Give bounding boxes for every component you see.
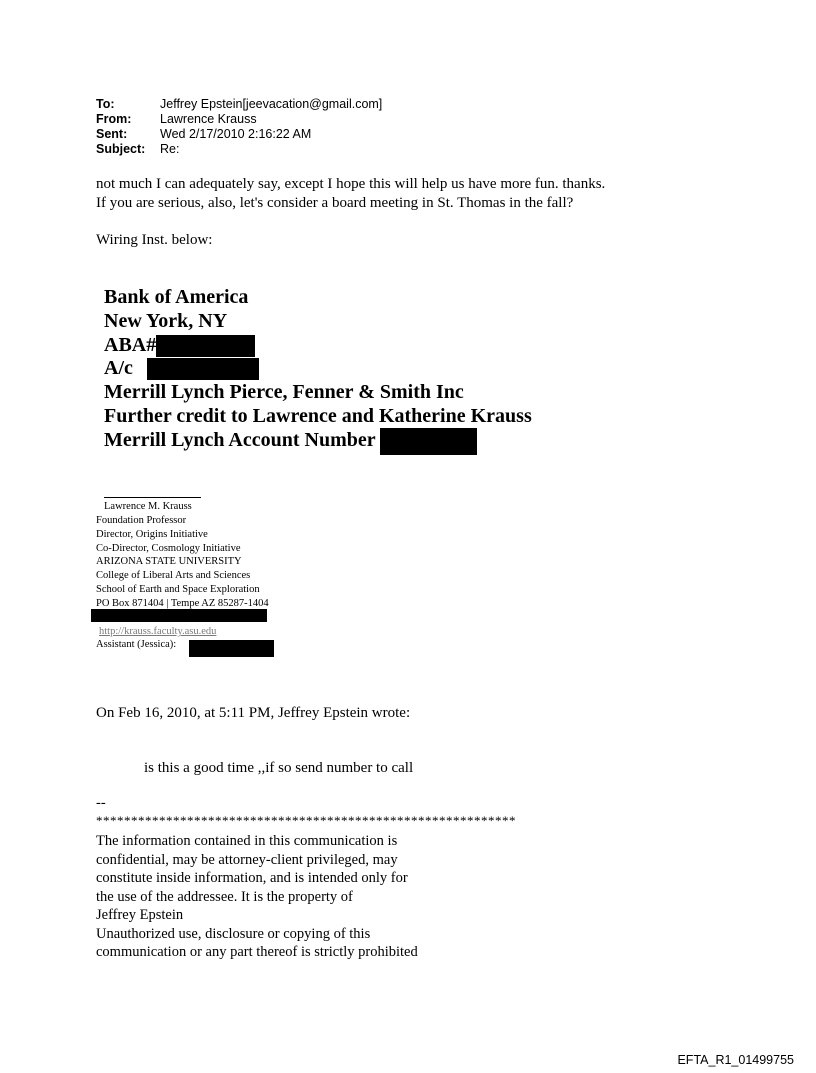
header-subject [96,142,179,157]
disclaimer-dashes: -- [96,795,106,811]
sig-college: College of Liberal Arts and Sciences [96,570,251,581]
disclaimer-line: confidential, may be attorney-client privileged, may [96,852,398,868]
disclaimer-line: Jeffrey Epstein [96,907,184,923]
to-value: Jeffrey Epstein[jeevacation@gmail.com] [160,97,383,111]
disclaimer-line: Unauthorized use, disclosure or copying of this [96,926,371,942]
document-id: EFTA_R1_01499755 [677,1053,794,1067]
wiring-intro: Wiring Inst. below: [96,232,213,248]
signature-divider [104,497,201,498]
assistant-label: Assistant (Jessica): [96,639,177,650]
from-label: From: [96,112,132,126]
body-line-1: not much I can adequately say, except I hope this will help us have more fun. thanks. [96,176,606,192]
redaction-block [91,609,267,622]
body-line-2: If you are serious, also, let's consider a board meeting in St. Thomas in the fall? [96,195,574,211]
redaction-block [380,428,477,455]
account-label: Merrill Lynch Account Number [104,429,376,452]
aba-label: ABA# [104,334,157,356]
bank-name: Bank of America [104,286,249,308]
sig-address: PO Box 871404 | Tempe AZ 85287-1404 [96,598,269,609]
sig-title-3: Co-Director, Cosmology Initiative [96,543,241,554]
bank-account [104,428,477,455]
redaction-block [189,640,274,657]
disclaimer-line: The information contained in this communication is [96,833,398,849]
header-from [96,112,257,127]
disclaimer-line: constitute inside information, and is intended only for [96,870,408,886]
bank-ac [104,356,259,380]
redaction-block [147,358,259,380]
to-label: To: [96,97,115,111]
bank-beneficiary: Merrill Lynch Pierce, Fenner & Smith Inc [104,381,464,403]
bank-aba [104,333,255,357]
faculty-url-link[interactable]: http://krauss.faculty.asu.edu [99,626,217,637]
header-to [96,97,382,112]
sig-title-1: Foundation Professor [96,515,187,526]
disclaimer-line: communication or any part thereof is strictly prohibited [96,944,418,960]
header-sent [96,127,311,142]
sig-title-2: Director, Origins Initiative [96,529,208,540]
redaction-block [156,335,255,357]
ac-label: A/c [104,357,133,379]
bank-further-credit: Further credit to Lawrence and Katherine Krauss [104,405,532,427]
disclaimer-line: the use of the addressee. It is the property of [96,889,353,905]
sig-university: ARIZONA STATE UNIVERSITY [96,556,242,567]
subject-value: Re: [160,142,180,156]
quoted-message: is this a good time ,,if so send number to call [144,760,414,776]
sig-name: Lawrence M. Krauss [104,501,192,512]
sig-assistant [96,638,176,652]
sig-url-line [99,625,216,639]
sent-label: Sent: [96,127,128,141]
subject-label: Subject: [96,142,146,156]
sig-school: School of Earth and Space Exploration [96,584,260,595]
quote-attribution: On Feb 16, 2010, at 5:11 PM, Jeffrey Epstein wrote: [96,705,411,721]
bank-city: New York, NY [104,310,228,332]
from-value: Lawrence Krauss [160,112,257,126]
disclaimer-stars: ************************************************************ [96,813,516,828]
sent-value: Wed 2/17/2010 2:16:22 AM [160,127,312,141]
